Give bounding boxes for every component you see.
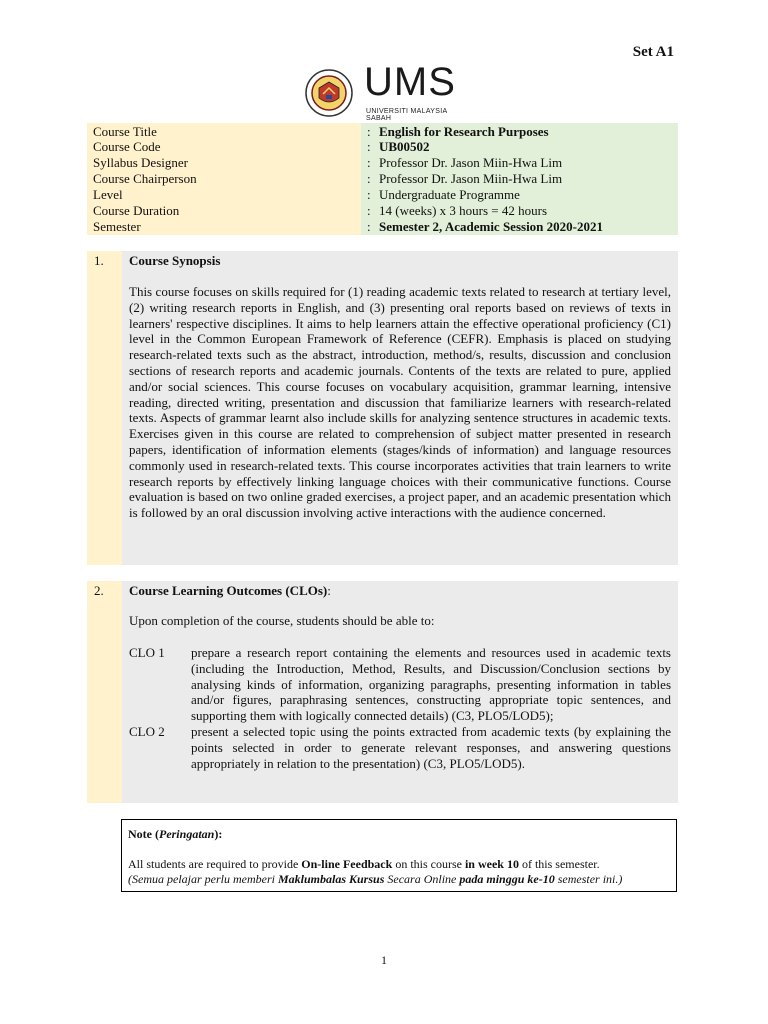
ums-logo: [304, 60, 474, 122]
section-number: 2.: [87, 581, 122, 644]
page-number: 1: [381, 953, 387, 967]
info-colon: :: [367, 171, 371, 186]
heading-suffix: :: [327, 583, 331, 598]
info-row: [87, 139, 678, 155]
info-value: [361, 171, 678, 187]
note-emphasis: in week 10: [464, 857, 519, 871]
info-value: [361, 203, 678, 219]
synopsis-text: This course focuses on skills required for (1) reading academic texts related to research at tertiary level, (2) writing research reports in English, and (3) presenting oral reports based on reviews of texts in learners' respective disciplines. It aims to help learners attain the effective operational proficiency (C1) level in the Common European Framework of Reference (CEFR). Emphasis is placed on studying research-related texts such as the abstract, introduction, method/s, results, discussion and conclusion sections of research reports and academic journals. Contents of the texts are related to pure, applied and/or social sciences. This course focuses on vocabulary acquisition, grammar learning, intensive reading, directed writing, presentation and discussion that familiarize learners with research-related texts. Aspects of grammar learnt also include skills for analyzing sentence structures in academic texts. Exercises given in this course are related to comprehension of subject matter presented in research papers, identification of information elements (stages/kinds of information) and language resources commonly used in research-related texts. This course incorporates activities that train learners to write research reports by effectively linking language choices with their communicative functions. Course evaluation is based on two online graded exercises, a project paper, and an academic presentation which is followed by an oral discussion involving active interactions with the audience concerned.: [129, 284, 671, 521]
course-duration-value: 14 (weeks) x 3 hours = 42 hours: [379, 203, 548, 218]
info-value: [361, 219, 678, 235]
info-colon: :: [367, 203, 371, 218]
note-title-malay: Peringatan: [158, 827, 215, 841]
info-row: [87, 155, 678, 171]
section-body: [122, 251, 678, 565]
note-english: [128, 857, 670, 872]
clo-list: [129, 645, 671, 771]
semester-value: Semester 2, Academic Session 2020-2021: [379, 219, 603, 234]
info-colon: :: [367, 155, 371, 170]
info-label: Level: [87, 187, 361, 203]
clo-number-column: [87, 644, 122, 803]
note-malay: [128, 872, 670, 887]
clo-item: [129, 724, 671, 771]
info-colon: :: [367, 219, 371, 234]
level-value: Undergraduate Programme: [379, 187, 520, 202]
info-value: [361, 187, 678, 203]
note-text: of this semester.: [518, 857, 600, 871]
info-label: Semester: [87, 219, 361, 235]
info-value: [361, 155, 678, 171]
info-value: [361, 139, 678, 155]
clo-text: prepare a research report containing the elements and resources used in academic texts (including the Introduction, Method, Results, and Discussion/Conclusion sections by analysing kinds of information, organizing paragraphs, presenting information in tables and/or figures, paraphrasing sentences, constructing appropriate topic sentences, and supporting them with logically connected details) (C3, PLO5/LOD5);: [191, 645, 671, 724]
outcomes-intro: Upon completion of the course, students should be able to:: [129, 613, 435, 628]
note-emphasis: Maklumbalas Kursus: [277, 872, 385, 886]
section-number: 1.: [87, 251, 122, 565]
logo-subtitle: UNIVERSITI MALAYSIA SABAH: [366, 108, 448, 122]
info-colon: :: [367, 139, 371, 154]
syllabus-designer-value: Professor Dr. Jason Miin-Hwa Lim: [379, 155, 563, 170]
note-title-part: ):: [214, 827, 223, 841]
info-label: Course Code: [87, 139, 361, 155]
note-text: (Semua pelajar perlu memberi: [128, 872, 278, 886]
clo-id: CLO 1: [129, 645, 165, 660]
section-heading: Course Synopsis: [129, 253, 221, 268]
course-synopsis-section: [87, 251, 678, 565]
note-text: All students are required to provide: [128, 857, 302, 871]
section-heading-line: [129, 583, 671, 599]
info-row: [87, 203, 678, 219]
feedback-note-box: [121, 819, 677, 892]
note-emphasis: pada minggu ke-10: [459, 872, 555, 886]
clo-id: CLO 2: [129, 723, 165, 739]
course-learning-outcomes-section: [87, 581, 678, 803]
course-title-value: English for Research Purposes: [379, 124, 549, 139]
info-label: Course Chairperson: [87, 171, 361, 187]
university-seal-icon: [304, 68, 354, 118]
info-row: [87, 187, 678, 203]
note-title: [128, 827, 670, 842]
info-row: [87, 123, 678, 139]
info-label: Course Duration: [87, 203, 361, 219]
note-text: semester ini.): [554, 872, 623, 886]
course-chairperson-value: Professor Dr. Jason Miin-Hwa Lim: [379, 171, 563, 186]
section-body: [122, 581, 678, 803]
clo-item: [129, 645, 671, 724]
info-label: Course Title: [87, 123, 361, 139]
note-title-part: Note (: [128, 827, 159, 841]
clo-text: present a selected topic using the points extracted from academic texts (by explaining the points selected in order to generate relevant responses, and answering questions appropriately in relation to the presentation) (C3, PLO5/LOD5).: [191, 723, 671, 771]
info-colon: :: [367, 187, 371, 202]
section-heading: Course Learning Outcomes (CLOs): [129, 583, 328, 598]
course-info-table: [87, 123, 678, 235]
info-row: [87, 171, 678, 187]
set-label: Set A1: [632, 44, 674, 60]
logo-wordmark: UMS: [364, 60, 456, 104]
info-label: Syllabus Designer: [87, 155, 361, 171]
info-row: [87, 219, 678, 235]
info-value: [361, 123, 678, 139]
note-text: Secara Online: [384, 872, 460, 886]
course-code-value: UB00502: [379, 139, 430, 154]
note-text: on this course: [392, 857, 465, 871]
note-emphasis: On-line Feedback: [301, 857, 393, 871]
info-colon: :: [367, 124, 371, 139]
